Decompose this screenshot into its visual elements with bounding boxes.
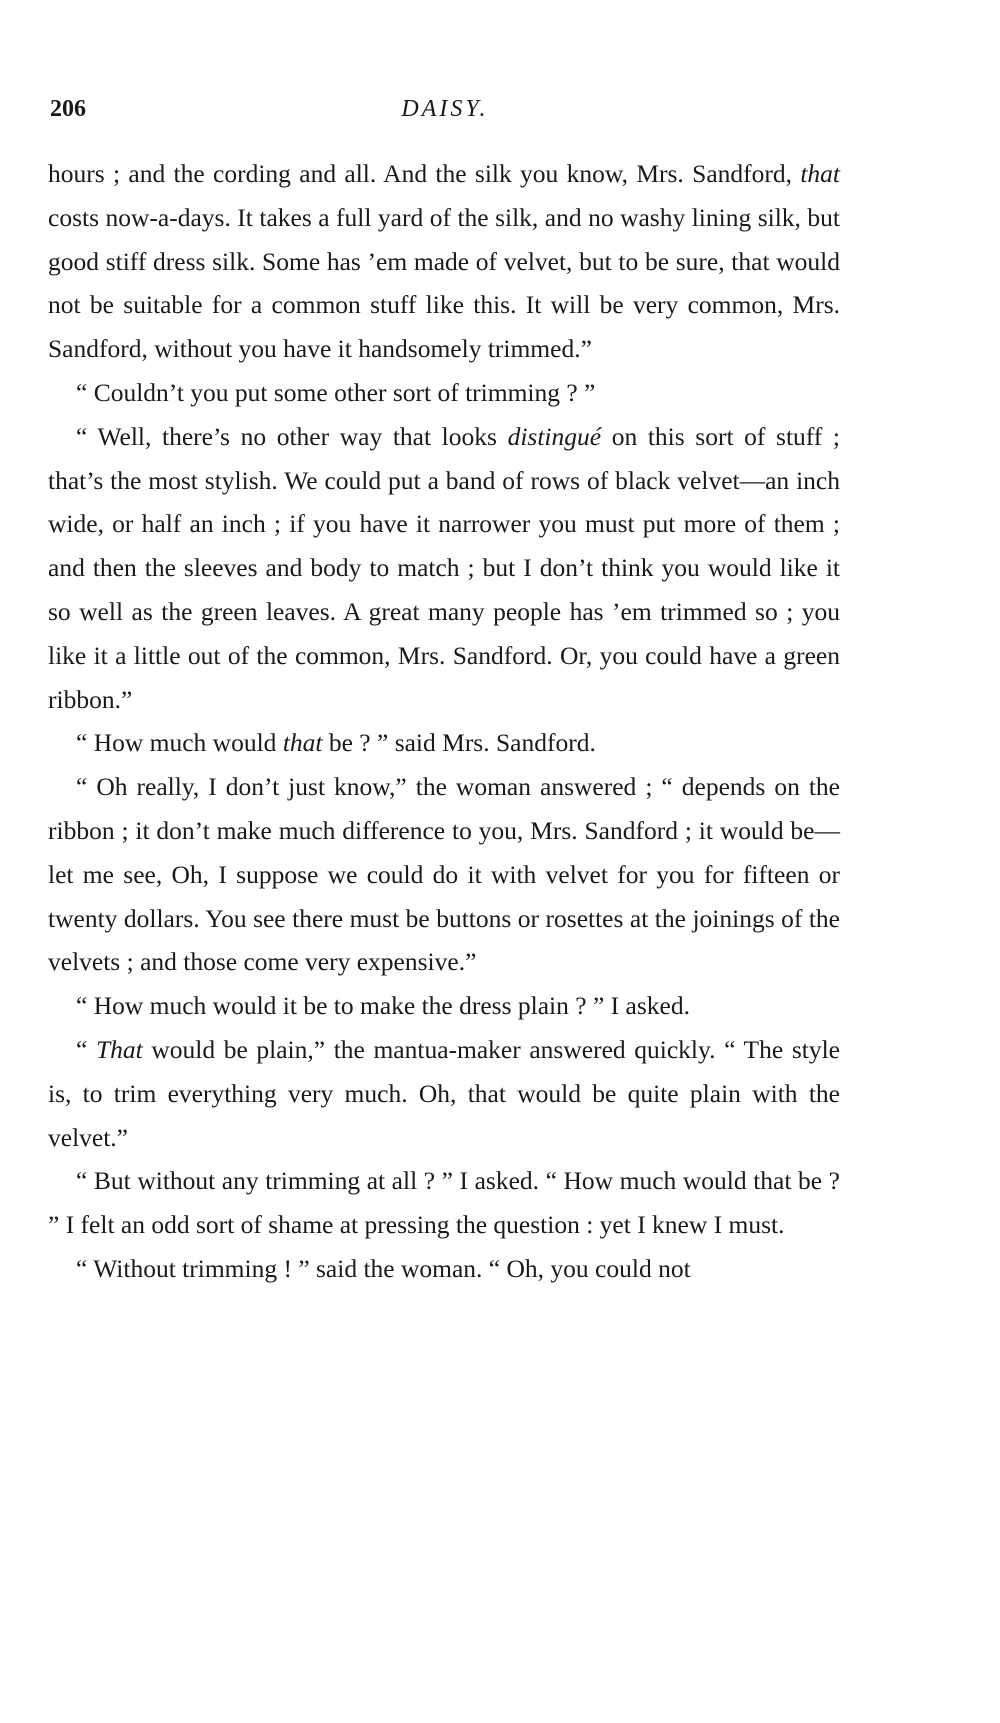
text-run: costs now-a-days. It takes a full yard of the silk, and no washy lining silk, but good stiff dress silk. Some has ’em made of velvet, but to be sure, that would not be suitable for a common stuff like this. It will be very common, Mrs. Sandford, without you have it handsomely trimmed.” xyxy=(48,202,840,364)
text-run: “ How much would xyxy=(76,728,283,758)
paragraph xyxy=(48,1159,840,1247)
running-title: DAISY. xyxy=(401,96,489,122)
italic-text: That xyxy=(95,1034,143,1064)
italic-text: distingué xyxy=(507,421,602,451)
italic-text: that xyxy=(800,159,840,188)
paragraph xyxy=(48,415,840,722)
page-number: 206 xyxy=(50,96,86,122)
text-run: “ Well, there’s no other way that looks xyxy=(76,421,508,451)
text-run: “ But without any trimming at all ? ” I asked. “ How much would that be ? ” I felt an odd sort of shame at pressing the question : yet I knew I must. xyxy=(48,1166,840,1240)
paragraph xyxy=(48,371,840,415)
text-run: “ How much would it be to make the dress plain ? ” I asked. xyxy=(76,991,690,1021)
text-run: “ Oh really, I don’t just know,” the woman answered ; “ depends on the ribbon ; it don’t make much difference to you, Mrs. Sandford ; it would be—let me see, Oh, I suppose we could do it with velvet for you for fifteen or twenty dollars. You see there must be buttons or rosettes at the joinings of the velvets ; and those come very expensive.” xyxy=(48,772,840,977)
text-run: would be plain,” the mantua-maker answered quickly. “ The style is, to trim everything very much. Oh, that would be quite plain with the velvet.” xyxy=(48,1034,840,1152)
text-run: “ Without trimming ! ” said the woman. “ Oh, you could not xyxy=(76,1253,691,1283)
paragraph xyxy=(48,984,840,1028)
body-text xyxy=(48,152,840,1291)
page-header xyxy=(50,96,840,136)
text-run: be ? ” said Mrs. Sandford. xyxy=(322,728,596,758)
text-run: hours ; and the cording and all. And the silk you know, Mrs. Sandford, xyxy=(48,159,801,188)
text-run: “ xyxy=(76,1034,96,1064)
italic-text: that xyxy=(282,728,323,758)
text-run: “ Couldn’t you put some other sort of trimming ? ” xyxy=(76,377,596,407)
paragraph xyxy=(48,1028,840,1159)
paragraph xyxy=(48,1247,840,1291)
text-run: on this sort of stuff ; that’s the most stylish. We could put a band of rows of black velvet—an inch wide, or half an inch ; if you have it narrower you must put more of them ; and then the sleeves and body to match ; but I don’t think you would like it so well as the green leaves. A great many people has ’em trimmed so ; you like it a little out of the common, Mrs. Sandford. Or, you could have a green ribbon.” xyxy=(48,421,841,714)
paragraph xyxy=(48,765,840,984)
paragraph xyxy=(48,721,840,765)
paragraph xyxy=(48,152,840,371)
